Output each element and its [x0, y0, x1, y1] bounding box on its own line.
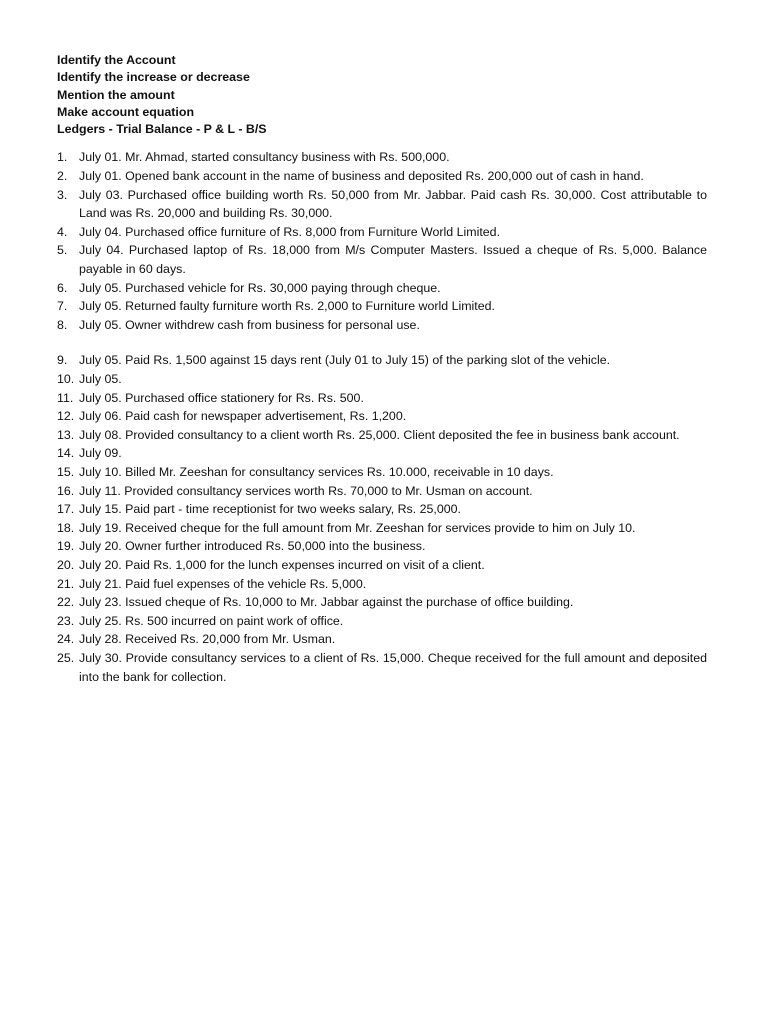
transaction-item — [57, 537, 707, 556]
transaction-item — [57, 612, 707, 631]
transaction-text: July 11. Provided consultancy services worth Rs. 70,000 to Mr. Usman on account. — [79, 483, 533, 498]
document-page — [57, 52, 707, 686]
instruction-heading: Identify the increase or decrease — [57, 70, 250, 85]
transaction-text: July 20. Paid Rs. 1,000 for the lunch expenses incurred on visit of a client. — [79, 557, 485, 572]
transaction-item — [57, 444, 707, 463]
transaction-item — [57, 279, 707, 298]
transaction-text: July 04. Purchased laptop of Rs. 18,000 from M/s Computer Masters. Issued a cheque of Rs. 5,000. Balance payable in 60 days. — [79, 243, 707, 277]
transaction-list-part1 — [57, 148, 707, 334]
transaction-number: 5. — [57, 243, 68, 258]
transaction-list-part2 — [57, 351, 707, 686]
transaction-text: July 20. Owner further introduced Rs. 50,000 into the business. — [79, 539, 426, 554]
transaction-item — [57, 316, 707, 335]
transaction-number: 20. — [57, 557, 75, 572]
transaction-text: July 21. Paid fuel expenses of the vehicle Rs. 5,000. — [79, 576, 367, 591]
transaction-text: July 23. Issued cheque of Rs. 10,000 to Mr. Jabbar against the purchase of office building. — [79, 595, 574, 610]
transaction-number: 1. — [57, 150, 68, 165]
transaction-number: 13. — [57, 427, 75, 442]
transaction-number: 3. — [57, 187, 68, 202]
transaction-item — [57, 241, 707, 278]
transaction-number: 16. — [57, 483, 75, 498]
transaction-item — [57, 426, 707, 445]
transaction-text: July 05. Purchased office stationery for Rs. Rs. 500. — [79, 390, 364, 405]
instruction-heading: Ledgers - Trial Balance - P & L - B/S — [57, 122, 267, 137]
transaction-text: July 10. Billed Mr. Zeeshan for consultancy services Rs. 10.000, receivable in 10 days. — [79, 464, 554, 479]
transaction-text: July 01. Mr. Ahmad, started consultancy business with Rs. 500,000. — [79, 150, 450, 165]
transaction-text: July 19. Received cheque for the full amount from Mr. Zeeshan for services provide to him on July 10. — [79, 520, 636, 535]
transaction-item — [57, 463, 707, 482]
transaction-text: July 09. — [79, 446, 122, 461]
transaction-item — [57, 370, 707, 389]
instruction-heading: Make account equation — [57, 104, 195, 119]
transaction-text: July 05. — [79, 372, 122, 387]
transaction-item — [57, 167, 707, 186]
instruction-heading: Mention the amount — [57, 87, 175, 102]
transaction-item — [57, 519, 707, 538]
transaction-item — [57, 630, 707, 649]
transaction-number: 21. — [57, 576, 75, 591]
transaction-number: 6. — [57, 280, 68, 295]
transaction-number: 4. — [57, 224, 68, 239]
transaction-item — [57, 351, 707, 370]
transaction-number: 19. — [57, 539, 75, 554]
transaction-text: July 03. Purchased office building worth Rs. 50,000 from Mr. Jabbar. Paid cash Rs. 30,000. Cost attributable to Land was Rs. 20,000 and building Rs. 30,000. — [79, 187, 707, 221]
transaction-number: 9. — [57, 353, 68, 368]
transaction-number: 23. — [57, 613, 75, 628]
transaction-item — [57, 389, 707, 408]
instructions-block — [57, 52, 707, 138]
transaction-text: July 08. Provided consultancy to a client worth Rs. 25,000. Client deposited the fee in business bank account. — [79, 427, 680, 442]
transaction-number: 17. — [57, 502, 75, 517]
transaction-number: 22. — [57, 595, 75, 610]
transaction-item — [57, 593, 707, 612]
transaction-text: July 15. Paid part - time receptionist for two weeks salary, Rs. 25,000. — [79, 502, 461, 517]
transaction-item — [57, 186, 707, 223]
transaction-number: 8. — [57, 317, 68, 332]
transaction-number: 24. — [57, 632, 75, 647]
transaction-item — [57, 649, 707, 686]
transaction-text: July 04. Purchased office furniture of Rs. 8,000 from Furniture World Limited. — [79, 224, 501, 239]
transaction-number: 18. — [57, 520, 75, 535]
list-spacer — [57, 334, 707, 351]
transaction-item — [57, 148, 707, 167]
transaction-item — [57, 297, 707, 316]
transaction-text: July 30. Provide consultancy services to a client of Rs. 15,000. Cheque received for the full amount and deposited into the bank for collection. — [79, 650, 707, 684]
transaction-item — [57, 407, 707, 426]
transaction-text: July 05. Purchased vehicle for Rs. 30,000 paying through cheque. — [79, 280, 441, 295]
transaction-text: July 05. Owner withdrew cash from business for personal use. — [79, 317, 420, 332]
transaction-number: 14. — [57, 446, 75, 461]
transaction-item — [57, 556, 707, 575]
transaction-number: 12. — [57, 409, 75, 424]
transaction-text: July 25. Rs. 500 incurred on paint work of office. — [79, 613, 344, 628]
transaction-item — [57, 500, 707, 519]
transaction-number: 10. — [57, 372, 75, 387]
transaction-item — [57, 223, 707, 242]
transaction-item — [57, 575, 707, 594]
instruction-heading: Identify the Account — [57, 53, 176, 67]
transaction-number: 11. — [57, 390, 74, 405]
transaction-text: July 06. Paid cash for newspaper advertisement, Rs. 1,200. — [79, 409, 407, 424]
transaction-number: 2. — [57, 169, 68, 184]
transaction-number: 15. — [57, 464, 75, 479]
transaction-text: July 05. Paid Rs. 1,500 against 15 days rent (July 01 to July 15) of the parking slot of the vehicle. — [79, 353, 611, 368]
transaction-text: July 28. Received Rs. 20,000 from Mr. Usman. — [79, 632, 336, 647]
transaction-number: 7. — [57, 299, 68, 314]
transaction-text: July 01. Opened bank account in the name of business and deposited Rs. 200,000 out of cash in hand. — [79, 169, 644, 184]
transaction-text: July 05. Returned faulty furniture worth Rs. 2,000 to Furniture world Limited. — [79, 299, 495, 314]
transaction-number: 25. — [57, 650, 75, 665]
transaction-item — [57, 482, 707, 501]
